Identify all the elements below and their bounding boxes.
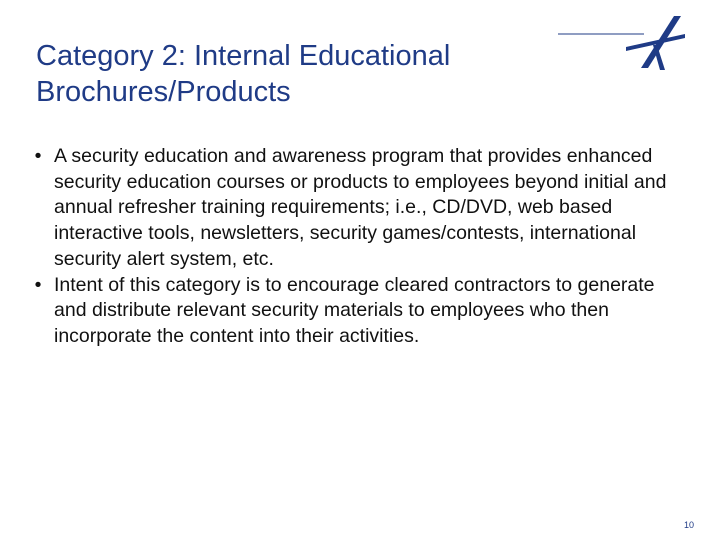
bullet-item	[28, 273, 690, 350]
slide-title-line: Brochures/Products	[36, 76, 291, 108]
bullet-text: A security education and awareness program that provides enhanced security education courses or products to employees beyond initial and annual refresher training requirements; i.e., CD/DVD, web based interactive tools, newsletters, security games/contests, international security alert system, etc.	[54, 145, 667, 270]
star-logo-icon	[556, 14, 686, 76]
bullet-text: Intent of this category is to encourage cleared contractors to generate and distribute relevant security materials to employees who then incorporate the content into their activities.	[54, 273, 655, 347]
bullet-list	[28, 144, 690, 350]
slide-title	[36, 38, 576, 110]
slide-title-line: Category 2: Internal Educational	[36, 40, 451, 72]
bullet-marker: •	[34, 273, 42, 296]
bullet-item	[28, 144, 690, 273]
bullet-marker: •	[34, 145, 42, 167]
page-number: 10	[683, 520, 694, 530]
